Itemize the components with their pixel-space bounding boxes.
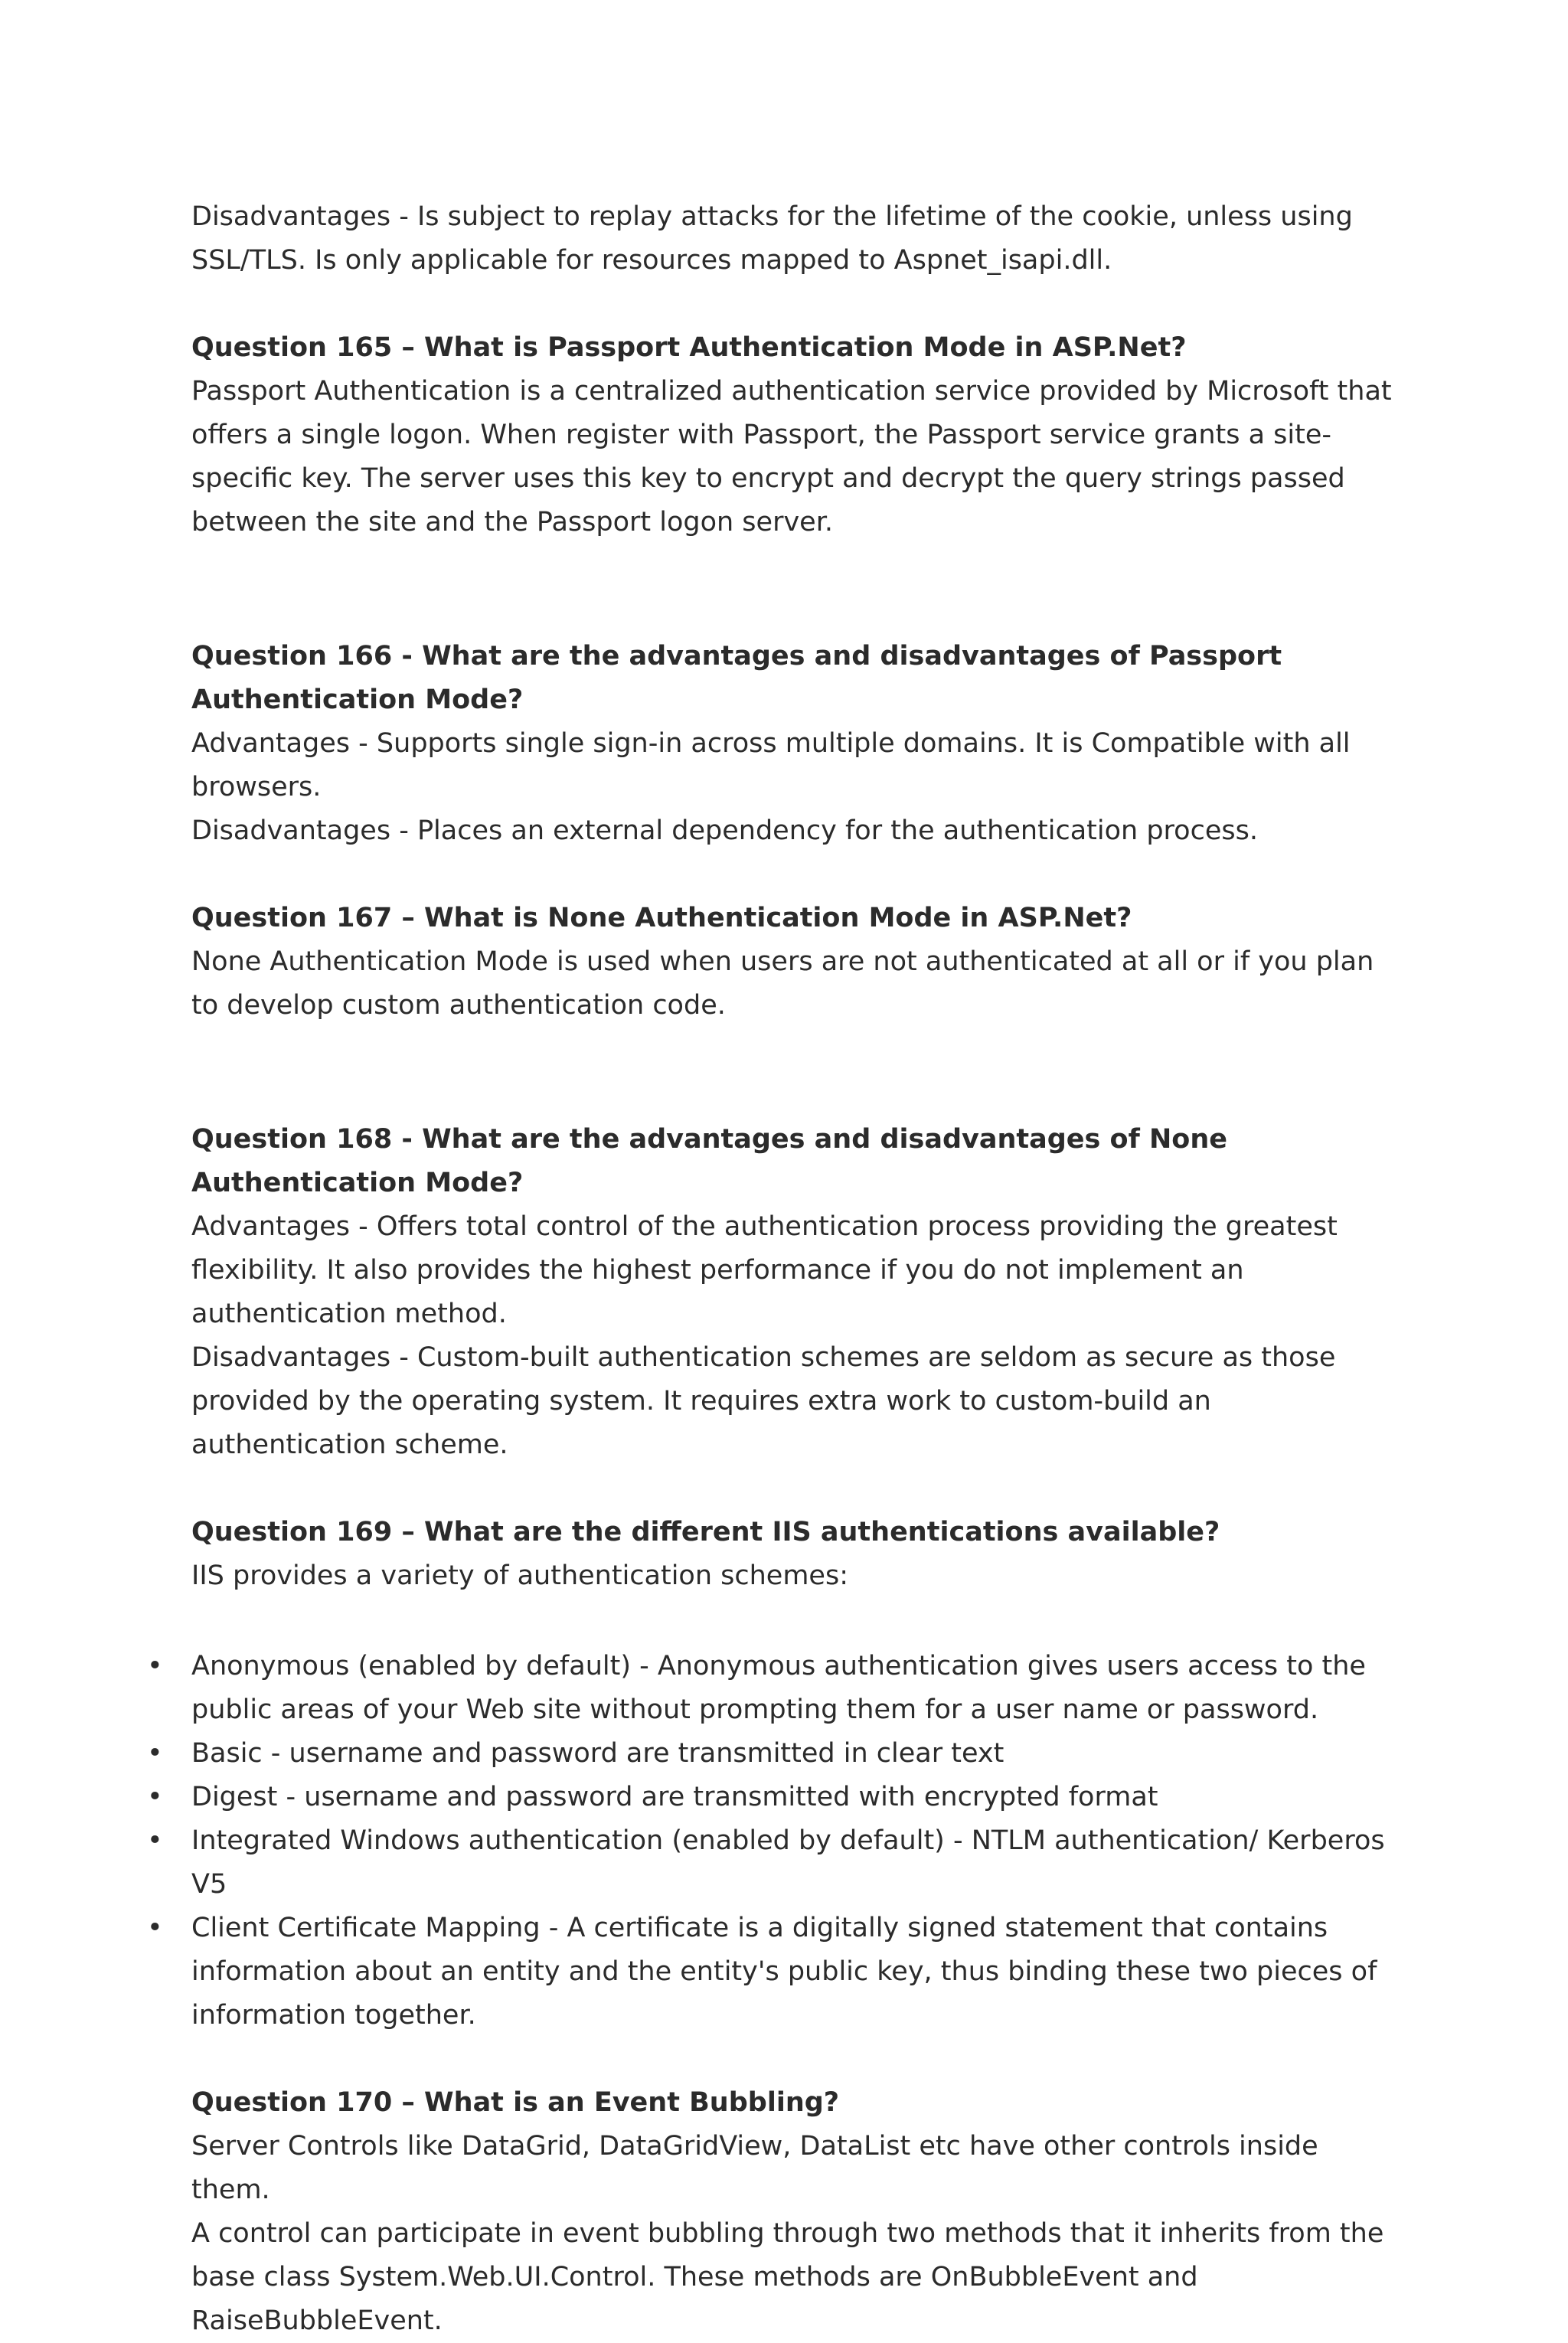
intro-disadvantages-text: Disadvantages - Is subject to replay attacks for the lifetime of the cookie, unless using SSL/TLS. Is only applicable for resources mapped to Aspnet_isapi.dll. bbox=[191, 201, 1353, 276]
question-166 bbox=[191, 635, 1401, 853]
spacer bbox=[191, 853, 1401, 897]
list-item bbox=[147, 1645, 1401, 1732]
spacer bbox=[191, 2037, 1401, 2081]
question-165-title: Question 165 – What is Passport Authentication Mode in ASP.Net? bbox=[191, 332, 1187, 363]
question-170 bbox=[191, 2081, 1401, 2343]
document-page bbox=[147, 195, 1401, 2343]
list-item bbox=[147, 1732, 1401, 1776]
bullet-icon: • bbox=[147, 1738, 163, 1769]
bullet-icon: • bbox=[147, 1782, 163, 1812]
spacer bbox=[191, 1028, 1401, 1118]
question-166-disadvantages: Disadvantages - Places an external dependency for the authentication process. bbox=[191, 815, 1258, 846]
list-item bbox=[147, 1907, 1401, 2037]
question-168 bbox=[191, 1118, 1401, 1467]
question-165 bbox=[191, 326, 1401, 544]
question-167-title: Question 167 – What is None Authentication Mode in ASP.Net? bbox=[191, 903, 1132, 933]
question-167-answer: None Authentication Mode is used when users are not authenticated at all or if you plan to develop custom authentication code. bbox=[191, 946, 1374, 1021]
question-166-title: Question 166 - What are the advantages and disadvantages of Passport Authentication Mode? bbox=[191, 641, 1282, 715]
spacer bbox=[191, 1467, 1401, 1511]
list-item-text: Integrated Windows authentication (enabled by default) - NTLM authentication/ Kerberos V5 bbox=[191, 1825, 1385, 1900]
question-170-title: Question 170 – What is an Event Bubbling? bbox=[191, 2087, 840, 2118]
list-item bbox=[147, 1776, 1401, 1819]
question-170-answer-2: A control can participate in event bubbling through two methods that it inherits from the base class System.Web.UI.Control. These methods are OnBubbleEvent and RaiseBubbleEvent. bbox=[191, 2218, 1384, 2336]
spacer bbox=[191, 1598, 1401, 1645]
list-item-text: Basic - username and password are transmitted in clear text bbox=[191, 1738, 1004, 1769]
spacer bbox=[191, 283, 1401, 326]
question-167 bbox=[191, 897, 1401, 1028]
question-169-intro: IIS provides a variety of authentication schemes: bbox=[191, 1560, 848, 1591]
list-item-text: Digest - username and password are transmitted with encrypted format bbox=[191, 1782, 1158, 1812]
bullet-icon: • bbox=[147, 1825, 163, 1856]
question-169-title: Question 169 – What are the different IIS authentications available? bbox=[191, 1517, 1220, 1547]
list-item-text: Anonymous (enabled by default) - Anonymous authentication gives users access to the public areas of your Web site without prompting them for a user name or password. bbox=[191, 1651, 1366, 1725]
bullet-icon: • bbox=[147, 1651, 163, 1681]
question-165-answer: Passport Authentication is a centralized authentication service provided by Microsoft that offers a single logon. When register with Passport, the Passport service grants a site-specific key. The server uses this key to encrypt and decrypt the query strings passed between the site and the Passport logon server. bbox=[191, 376, 1392, 538]
question-168-advantages: Advantages - Offers total control of the authentication process providing the greatest flexibility. It also provides the highest performance if you do not implement an authentication method. bbox=[191, 1211, 1338, 1329]
list-item-text: Client Certificate Mapping - A certificate is a digitally signed statement that contains information about an entity and the entity's public key, thus binding these two pieces of information together. bbox=[191, 1913, 1377, 2031]
list-item bbox=[147, 1819, 1401, 1907]
bullet-icon: • bbox=[147, 1913, 163, 1943]
question-169 bbox=[147, 1511, 1401, 2037]
spacer bbox=[191, 544, 1401, 635]
question-166-advantages: Advantages - Supports single sign-in across multiple domains. It is Compatible with all browsers. bbox=[191, 728, 1351, 802]
iis-authentication-list bbox=[147, 1645, 1401, 2037]
question-168-disadvantages: Disadvantages - Custom-built authentication schemes are seldom as secure as those provided by the operating system. It requires extra work to custom-build an authentication scheme. bbox=[191, 1342, 1336, 1460]
question-168-title: Question 168 - What are the advantages and disadvantages of None Authentication Mode? bbox=[191, 1124, 1227, 1198]
question-170-answer-1: Server Controls like DataGrid, DataGridView, DataList etc have other controls inside them. bbox=[191, 2131, 1318, 2205]
